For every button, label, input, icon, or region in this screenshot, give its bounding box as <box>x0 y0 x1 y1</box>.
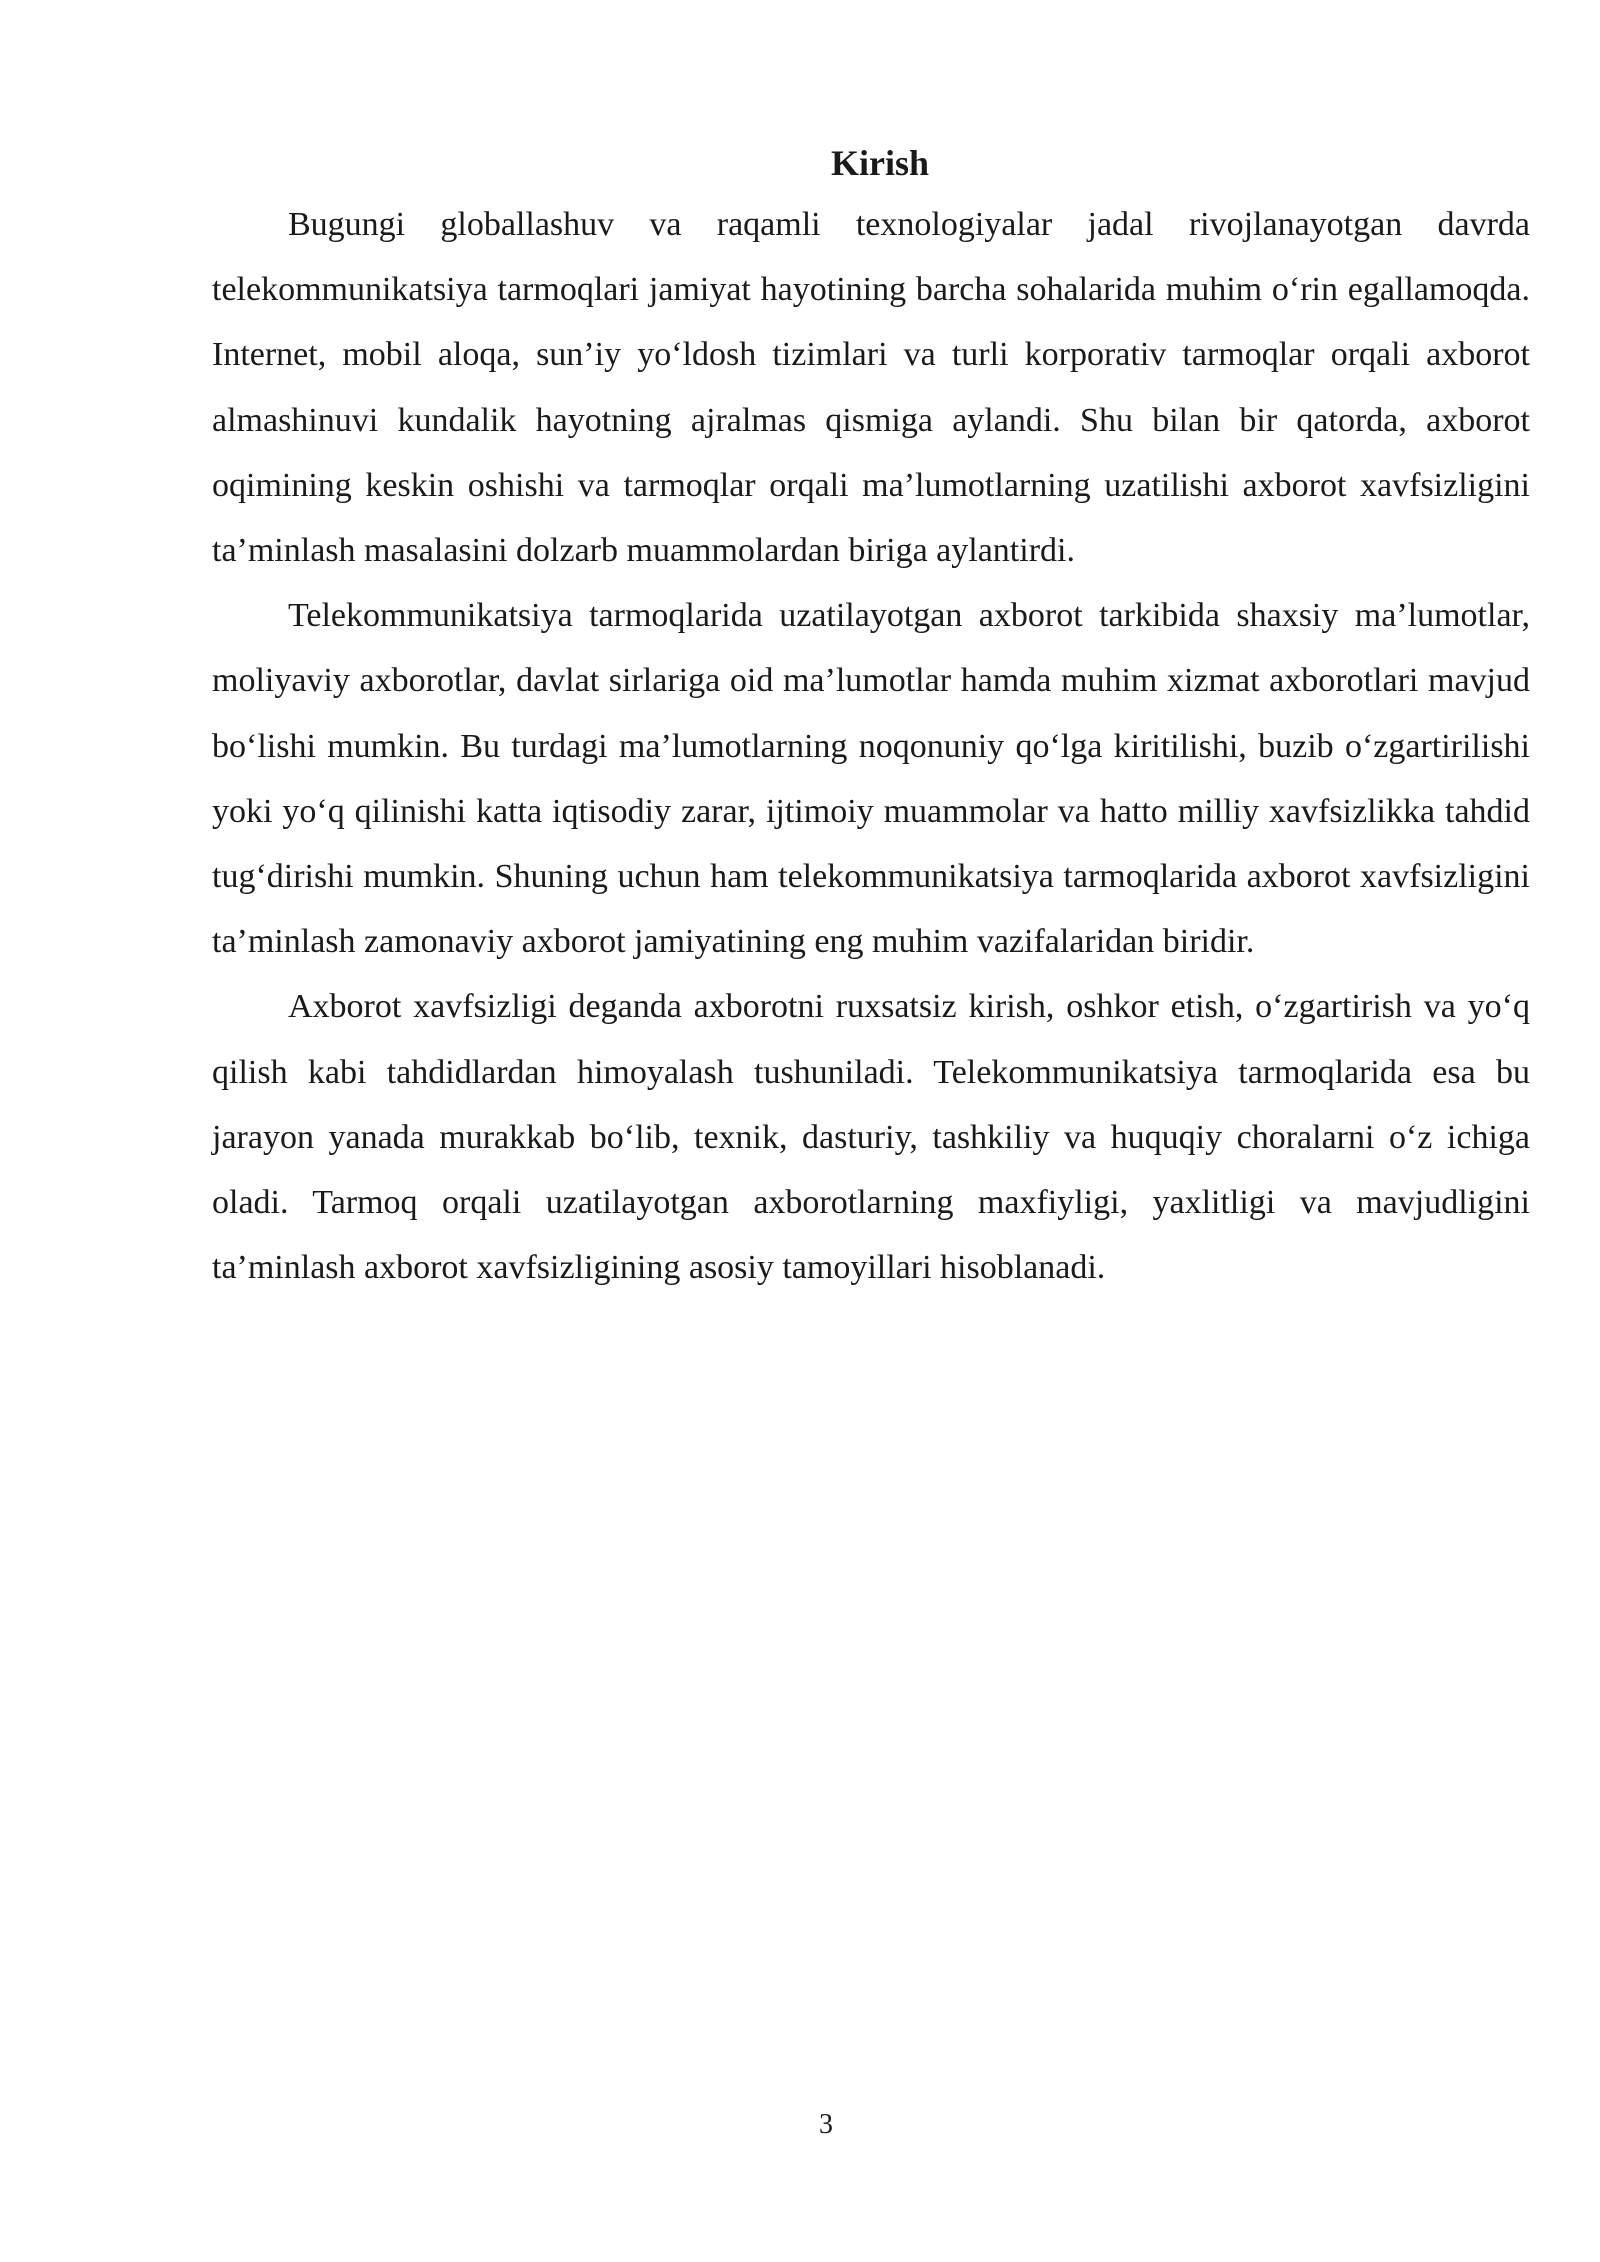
paragraph-3: Axborot xavfsizligi deganda axborotni ruxsatsiz kirish, oshkor etish, o‘zgartirish va yo‘q qilish kabi tahdidlardan himoyalash tushuniladi. Telekommunikatsiya tarmoqlarida esa bu jarayon yanada murakkab bo‘lib, texnik, dasturiy, tashkiliy va huquqiy choralarni o‘z ichiga oladi. Tarmoq orqali uzatilayotgan axborotlarning maxfiyligi, yaxlitligi va mavjudligini ta’minlash axborot xavfsizligining asosiy tamoyillari hisoblanadi. <box>212 988 1530 1287</box>
section-title: Kirish <box>830 143 929 183</box>
paragraph-2: Telekommunikatsiya tarmoqlarida uzatilayotgan axborot tarkibida shaxsiy ma’lumotlar, moliyaviy axborotlar, davlat sirlariga oid ma’lumotlar hamda muhim xizmat axborotlari mavjud bo‘lishi mumkin. Bu turdagi ma’lumotlarning noqonuniy qo‘lga kiritilishi, buzib o‘zgartirilishi yoki yo‘q qilinishi katta iqtisodiy zarar, ijtimoiy muammolar va hatto milliy xavfsizlikka tahdid tug‘dirishi mumkin. Shuning uchun ham telekommunikatsiya tarmoqlarida axborot xavfsizligini ta’minlash zamonaviy axborot jamiyatining eng muhim vazifalaridan biridir. <box>212 597 1530 961</box>
paragraph-1: Bugungi globallashuv va raqamli texnologiyalar jadal rivojlanayotgan davrda telekommunikatsiya tarmoqlari jamiyat hayotining barcha sohalarida muhim o‘rin egallamoqda. Internet, mobil aloqa, sun’iy yo‘ldosh tizimlari va turli korporativ tarmoqlar orqali axborot almashinuvi kundalik hayotning ajralmas qismiga aylandi. Shu bilan bir qatorda, axborot oqimining keskin oshishi va tarmoqlar orqali ma’lumotlarning uzatilishi axborot xavfsizligini ta’minlash masalasini dolzarb muammolardan biriga aylantirdi. <box>212 206 1530 570</box>
page-content <box>212 128 1530 1300</box>
page-number: 3 <box>819 2109 833 2140</box>
